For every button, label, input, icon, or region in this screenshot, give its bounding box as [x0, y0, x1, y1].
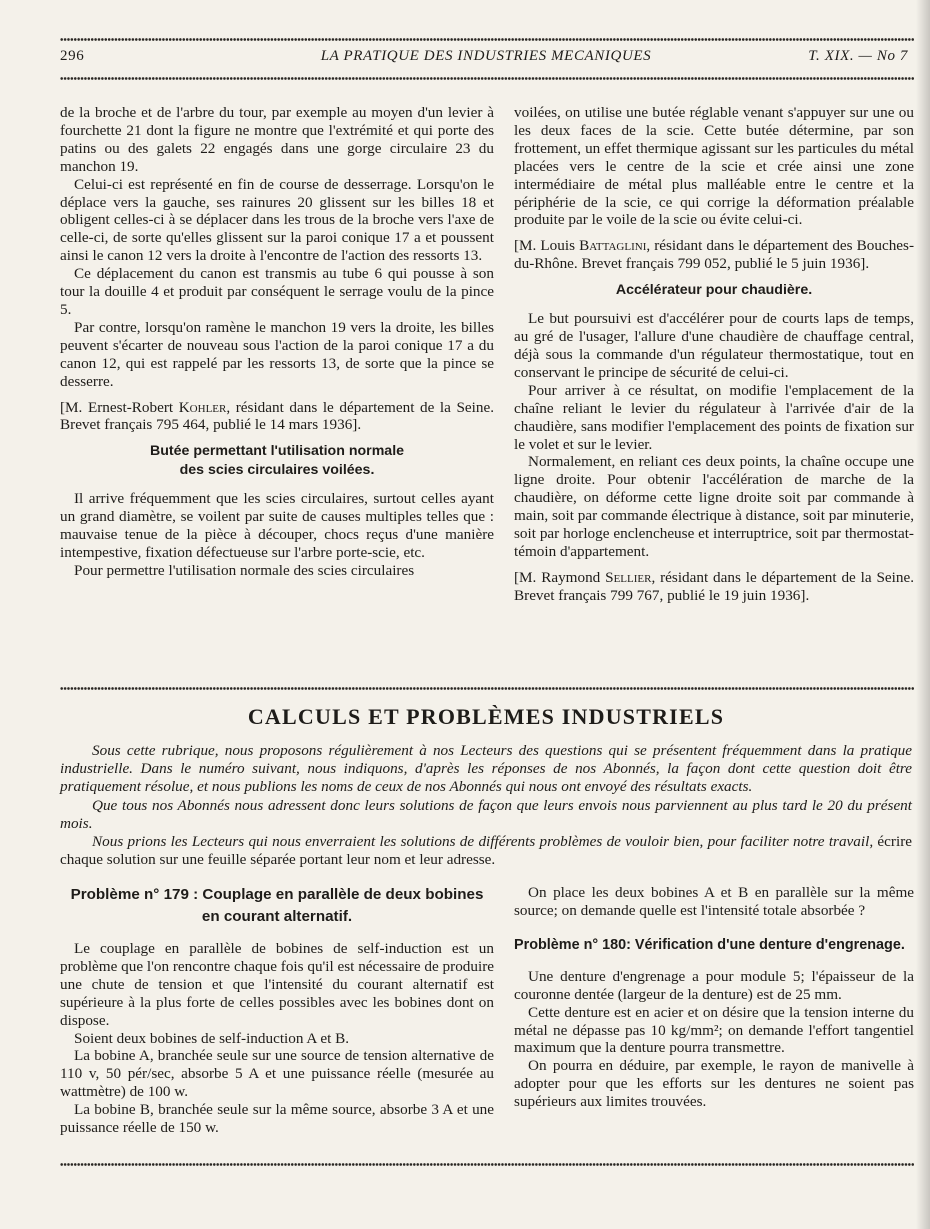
paragraph: On place les deux bobines A et B en parallèle sur la même source; on demande quelle est l'intensité totale absorbée ?: [514, 884, 914, 919]
paragraph: Normalement, en reliant ces deux points, la chaîne occupe une ligne droite. Pour obtenir l'accélération de marche de la chaudière, on déforme cette ligne droite soit par commande à main, soit par commande électrique à distance, soit par minuterie, soit par horloge enclencheuse et interruptrice, soit par thermostat-témoin d'appartement.: [514, 453, 914, 560]
paragraph: Celui-ci est représenté en fin de course de desserrage. Lorsqu'on le déplace vers la gauche, ses rainures 20 glissent sur les billes 18 et obligent celles-ci à se déplacer dans les trous de la broche vers l'axe de celle-ci, de sorte qu'elles glissent sur la paroi conique 17 a et poussent ainsi le canon 12 vers la droite à l'encontre de l'action des ressorts 13.: [60, 175, 494, 265]
volume-number: T. XIX. — No 7: [808, 48, 908, 64]
inventor-name: Kohler: [178, 398, 227, 416]
header-dotted-rule: [60, 76, 914, 81]
paragraph: voilées, on utilise une butée réglable venant s'appuyer sur une ou les deux faces de la scie. Cette butée détermine, par son frottement, un effet thermique agissant sur les particules du métal placées vers le centre de la scie et crée ainsi une zone intermédiaire de métal plus malléable entre le centre et la périphérie de la scie, ce qui corrige la déformation préalable produite par le voile de la scie ou évite celui-ci.: [514, 104, 914, 229]
paragraph: On pourra en déduire, par exemple, le rayon de manivelle à adopter pour que les efforts sur les dentures ne soient pas supérieurs aux limites trouvées.: [514, 1057, 914, 1111]
paragraph: de la broche et de l'arbre du tour, par exemple au moyen d'un levier à fourchette 21 dont la figure ne montre que l'extrémité et qui porte des patins ou des galets 22 engagés dans une gorge circulaire 23 du manchon 19.: [60, 104, 494, 175]
paragraph: Cette denture est en acier et on désire que la tension interne du métal ne dépasse pas 10 kg/mm²; on demande l'effort tangentiel maximum que la denture pourra transmettre.: [514, 1003, 914, 1057]
section-dotted-rule: [60, 686, 914, 691]
running-header: [60, 44, 912, 70]
problem-179-heading: Problème n° 179 : Couplage en parallèle de deux bobines en courant alternatif.: [70, 886, 484, 925]
paragraph: Pour permettre l'utilisation normale des scies circulaires: [74, 561, 415, 579]
inventor-name: Battaglini: [579, 237, 647, 255]
patent-reference: [M. Raymond Sellier, résidant dans le département de la Seine. Brevet français 799 767, publié le 19 juin 1936].: [514, 568, 915, 604]
problem-180-heading: Problème n° 180: Vérification d'une denture d'engrenage.: [514, 936, 905, 953]
paragraph: La bobine A, branchée seule sur une source de tension alternative de 110 v, 50 pér/sec, absorbe 5 A et une puissance réelle (mesurée au wattmètre) de 100 w.: [60, 1047, 494, 1101]
paragraph: Il arrive fréquemment que les scies circulaires, surtout celles ayant un grand diamètre, se voilent par suite de causes multiples telles que : mauvaise tenue de la pièce à découper, chocs reçus d'une manière intempestive, fixation défectueuse sur l'arbre porte-scie, etc.: [60, 490, 494, 562]
paragraph: Le but poursuivi est d'accélérer pour de courts laps de temps, au gré de l'usager, l'allure d'une chaudière de chauffage central, déjà sous la commande d'un régulateur thermostatique, tout en conservant le principe de sécurité de celui-ci.: [514, 310, 914, 381]
subsection-heading: Accélérateur pour chaudière.: [615, 282, 813, 299]
section-intro: [60, 742, 912, 869]
paragraph: Une denture d'engrenage a pour module 5; l'épaisseur de la couronne dentée (largeur de la denture) est de 25 mm.: [514, 967, 914, 1003]
top-dotted-rule: [60, 37, 914, 42]
inventor-name: Sellier: [605, 568, 652, 586]
subsection-heading: Butée permettant l'utilisation normale des scies circulaires voilées.: [149, 443, 405, 479]
paragraph: Soient deux bobines de self-induction A et B.: [74, 1029, 350, 1047]
paragraph: Ce déplacement du canon est transmis au tube 6 qui pousse à son tour la douille 4 et produit par conséquent le serrage voulu de la pince 5.: [60, 265, 494, 318]
paragraph: Pour arriver à ce résultat, on modifie l'emplacement de la chaîne reliant le levier du régulateur à l'arrivée d'air de la chaudière, sans modifier l'emplacement des points de fixation sur le volet et sur le levier.: [514, 381, 914, 453]
problem-179-column: [60, 884, 494, 1137]
section-title: CALCULS ET PROBLÈMES INDUSTRIELS: [247, 704, 725, 729]
intro-paragraph: Que tous nos Abonnés nous adressent donc leurs solutions de façon que leurs envois nous parviennent au plus tard le 20 du présent mois.: [60, 796, 912, 832]
paragraph: La bobine B, branchée seule sur la même source, absorbe 3 A et une puissance réelle de 150 w.: [60, 1101, 494, 1137]
problem-180-column: [514, 884, 914, 1111]
patent-reference: [M. Ernest-Robert Kohler, résidant dans le département de la Seine. Brevet français 795 464, publié le 14 mars 1936].: [60, 398, 494, 434]
right-column: [514, 104, 914, 605]
paragraph: Le couplage en parallèle de bobines de self-induction est un problème que l'on rencontre chaque fois qu'il est nécessaire de produire une chute de tension et que l'intensité du courant alternatif est supérieure à la plus forte de celles possibles avec les bobines dont on dispose.: [60, 940, 494, 1029]
page-number: 296: [60, 48, 85, 64]
patent-reference: [M. Louis Battaglini, résidant dans le département des Bouches-du-Rhône. Brevet français 799 052, publié le 5 juin 1936].: [514, 237, 914, 273]
intro-paragraph: Sous cette rubrique, nous proposons régulièrement à nos Lecteurs des questions qui se présentent fréquemment dans la pratique industrielle. Dans le numéro suivant, nous indiquons, d'après les réponses de nos Abonnés, la façon dont cette question doit être pratiquement résolue, et nous publions les noms de ceux de nos Abonnés qui nous ont envoyé des résultats exacts.: [60, 742, 912, 796]
journal-title: LA PRATIQUE DES INDUSTRIES MECANIQUES: [320, 48, 652, 64]
left-column: [60, 104, 494, 580]
page-edge-shadow: [916, 0, 930, 1229]
intro-paragraph: Nous prions les Lecteurs qui nous enverraient les solutions de différents problèmes de vouloir bien, pour faciliter notre travail, écrire chaque solution sur une feuille séparée portant leur nom et leur adresse.: [60, 833, 912, 869]
bottom-dotted-rule: [60, 1162, 914, 1167]
paragraph: Par contre, lorsqu'on ramène le manchon 19 vers la droite, les billes peuvent s'écarter de nouveau sous l'action de la paroi conique 17 a du canon 12, qui est rappelé par les ressorts 13, de sorte que la pince se desserre.: [60, 318, 494, 390]
